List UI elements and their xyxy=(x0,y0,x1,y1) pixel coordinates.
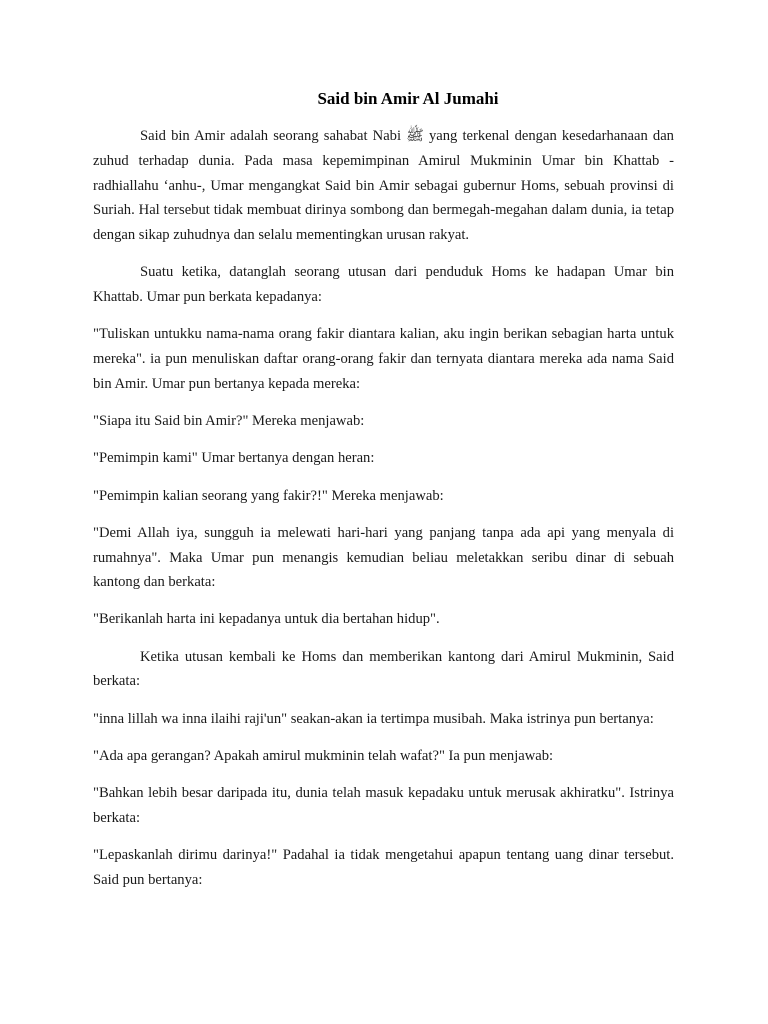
paragraph: Said bin Amir adalah seorang sahabat Nabi ﷺ yang terkenal dengan kesedarhanaan dan zuhud terhadap dunia. Pada masa kepemimpinan Amirul Mukminin Umar bin Khattab - radhiallahu ‘anhu-, Umar mengangkat Said bin Amir sebagai gubernur Homs, sebuah provinsi di Suriah. Hal tersebut tidak membuat dirinya sombong dan bermegah-megahan dalam dunia, ia tetap dengan sikap zuhudnya dan selalu mementingkan urusan rakyat. xyxy=(93,128,674,244)
document-body xyxy=(93,124,674,905)
paragraph: Ketika utusan kembali ke Homs dan memberikan kantong dari Amirul Mukminin, Said berkata: xyxy=(93,648,674,690)
paragraph: "Tuliskan untukku nama-nama orang fakir diantara kalian, aku ingin berikan sebagian harta untuk mereka". ia pun menuliskan daftar orang-orang fakir dan ternyata diantara mereka ada nama Said bin Amir. Umar pun bertanya kepada mereka: xyxy=(93,326,674,392)
document-title: Said bin Amir Al Jumahi xyxy=(317,89,499,108)
paragraph: Suatu ketika, datanglah seorang utusan dari penduduk Homs ke hadapan Umar bin Khattab. Umar pun berkata kepadanya: xyxy=(93,264,674,306)
paragraph: "Pemimpin kami" Umar bertanya dengan heran: xyxy=(93,450,375,467)
paragraph: "Ada apa gerangan? Apakah amirul mukminin telah wafat?" Ia pun menjawab: xyxy=(93,747,554,764)
paragraph: "Berikanlah harta ini kepadanya untuk dia bertahan hidup". xyxy=(93,611,440,628)
paragraph: "Lepaskanlah dirimu darinya!" Padahal ia tidak mengetahui apapun tentang uang dinar tersebut. Said pun bertanya: xyxy=(93,847,674,888)
paragraph: "Demi Allah iya, sungguh ia melewati hari-hari yang panjang tanpa ada api yang menyala di rumahnya". Maka Umar pun menangis kemudian beliau meletakkan seribu dinar di sebuah kantong dan berkata: xyxy=(93,524,674,591)
paragraph: "Pemimpin kalian seorang yang fakir?!" Mereka menjawab: xyxy=(93,487,444,504)
paragraph: "inna lillah wa inna ilaihi raji'un" seakan-akan ia tertimpa musibah. Maka istrinya pun bertanya: xyxy=(93,710,654,727)
paragraph: "Siapa itu Said bin Amir?" Mereka menjawab: xyxy=(93,413,365,430)
paragraph: "Bahkan lebih besar daripada itu, dunia telah masuk kepadaku untuk merusak akhiratku". Istrinya berkata: xyxy=(93,785,674,826)
